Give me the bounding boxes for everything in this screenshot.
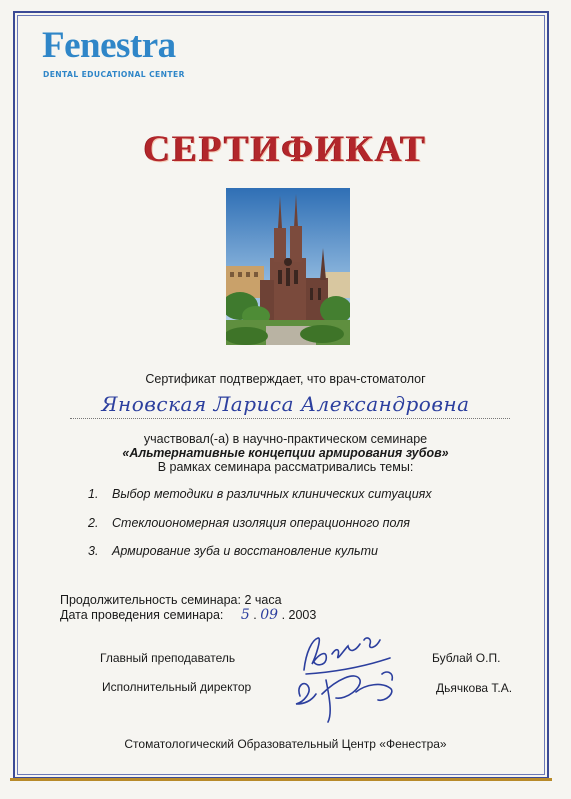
footer-organization: Стоматологический Образовательный Центр «Фенестра» bbox=[124, 737, 447, 751]
topic-number: 3. bbox=[88, 544, 99, 558]
duration-line bbox=[60, 593, 282, 607]
topic-item bbox=[88, 516, 410, 530]
date-day: 5 bbox=[240, 607, 250, 623]
cathedral-photo bbox=[226, 188, 350, 345]
topic-text: Стеклоиономерная изоляция операционного поля bbox=[112, 516, 410, 530]
topic-item bbox=[88, 544, 378, 558]
topic-item bbox=[88, 487, 432, 501]
certifies-text: Сертификат подтверждает, что врач-стоматолог bbox=[145, 372, 426, 386]
role-head-teacher: Главный преподаватель bbox=[100, 651, 236, 665]
date-month: 09 bbox=[260, 607, 279, 623]
recipient-name: Яновская Лариса Александровна bbox=[101, 392, 470, 416]
certificate-title: СЕРТИФИКАТ bbox=[143, 129, 428, 170]
topic-number: 1. bbox=[88, 487, 99, 501]
date-line: Дата проведения семинара: 5 . 09 . 2003 bbox=[60, 607, 317, 623]
topic-text: Выбор методики в различных клинических ситуациях bbox=[112, 487, 432, 501]
date-label: Дата проведения семинара: bbox=[60, 608, 224, 622]
date-year: 2003 bbox=[288, 608, 317, 622]
role-executive-director: Исполнительный директор bbox=[102, 680, 252, 694]
border-gold-line bbox=[10, 778, 552, 781]
logo-subtitle: DENTAL EDUCATIONAL CENTER bbox=[43, 70, 185, 79]
cathedral-image bbox=[226, 188, 350, 345]
duration-label: Продолжительность семинара: bbox=[60, 593, 241, 607]
name-head-teacher: Бублай О.П. bbox=[432, 651, 501, 665]
topic-number: 2. bbox=[88, 516, 99, 530]
participated-text: участвовал(-а) в научно-практическом семинаре bbox=[143, 432, 428, 446]
name-underline bbox=[70, 418, 510, 419]
fenestra-logo bbox=[42, 25, 185, 79]
topics-intro: В рамках семинара рассматривались темы: bbox=[157, 460, 414, 474]
seminar-title: «Альтернативные концепции армирования зубов» bbox=[122, 446, 449, 460]
name-executive-director: Дьячкова Т.А. bbox=[436, 681, 513, 695]
duration-value: 2 часа bbox=[244, 593, 282, 607]
handwritten-signatures bbox=[286, 630, 416, 725]
topic-text: Армирование зуба и восстановление культи bbox=[112, 544, 378, 558]
logo-name: Fenestra bbox=[42, 25, 176, 66]
